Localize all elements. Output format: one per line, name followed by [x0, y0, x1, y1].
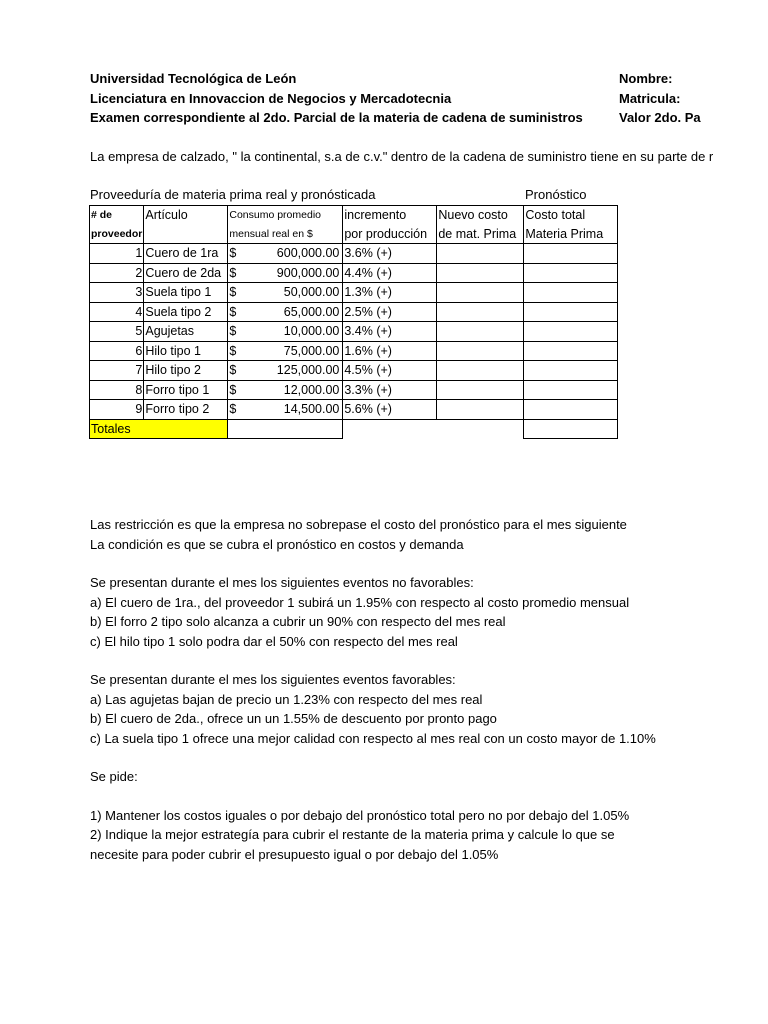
header-articulo-2 — [144, 225, 228, 244]
costo-total-cell — [524, 400, 618, 420]
consumo-cell — [228, 244, 343, 264]
table-row — [90, 400, 618, 420]
costo-total-cell — [524, 283, 618, 303]
proveedor-num: 2 — [90, 263, 144, 283]
articulo-cell: Suela tipo 1 — [144, 283, 228, 303]
intro-text: La empresa de calzado, " la continental, s.a de c.v." dentro de la cadena de suministro tiene en su parte de r — [90, 149, 714, 164]
nuevo-costo-cell — [437, 380, 524, 400]
nuevo-costo-cell — [437, 302, 524, 322]
table-header-row-1 — [90, 206, 618, 225]
nuevo-costo-cell — [437, 361, 524, 381]
proveedor-num: 8 — [90, 380, 144, 400]
table-row — [90, 361, 618, 381]
nuevo-costo-cell — [437, 283, 524, 303]
consumo-cell — [228, 400, 343, 420]
table-row — [90, 341, 618, 361]
consumo-cell — [228, 341, 343, 361]
header-costo-2: Materia Prima — [524, 225, 618, 244]
totales-blank-1 — [343, 419, 437, 439]
totales-blank-2 — [437, 419, 524, 439]
consumo-value: 12,000.00 — [283, 382, 340, 397]
consumo-value: 65,000.00 — [283, 304, 340, 319]
proveedor-num: 1 — [90, 244, 144, 264]
nuevo-costo-cell — [437, 263, 524, 283]
currency-symbol: $ — [229, 324, 237, 339]
table-row — [90, 283, 618, 303]
table-title: Proveeduría de materia prima real y pronósticada — [90, 187, 376, 202]
nuevo-costo-cell — [437, 400, 524, 420]
consumo-cell — [228, 302, 343, 322]
header-articulo: Artículo — [144, 206, 228, 225]
no-favorables-title: Se presentan durante el mes los siguientes eventos no favorables: — [90, 575, 474, 590]
totales-label: Totales — [90, 419, 228, 439]
consumo-value: 50,000.00 — [283, 285, 340, 300]
no-favorable-a: a) El cuero de 1ra., del proveedor 1 subirá un 1.95% con respecto al costo promedio mensual — [90, 595, 630, 610]
favorables-title: Se presentan durante el mes los siguientes eventos favorables: — [90, 672, 456, 687]
articulo-cell: Suela tipo 2 — [144, 302, 228, 322]
incremento-cell: 2.5% (+) — [343, 302, 437, 322]
costo-total-cell — [524, 361, 618, 381]
favorable-c: c) La suela tipo 1 ofrece una mejor calidad con respecto al mes real con un costo mayor de 1.10% — [90, 731, 656, 746]
supply-table — [89, 205, 618, 439]
nuevo-costo-cell — [437, 341, 524, 361]
articulo-cell: Agujetas — [144, 322, 228, 342]
articulo-cell: Forro tipo 1 — [144, 380, 228, 400]
totales-consumo-cell — [228, 419, 343, 439]
incremento-cell: 3.6% (+) — [343, 244, 437, 264]
currency-symbol: $ — [229, 402, 237, 417]
nuevo-costo-cell — [437, 244, 524, 264]
currency-symbol: $ — [229, 343, 237, 358]
consumo-cell — [228, 322, 343, 342]
se-pide-3: necesite para poder cubrir el presupuesto igual o por debajo del 1.05% — [90, 847, 499, 862]
proveedor-num: 5 — [90, 322, 144, 342]
incremento-cell: 5.6% (+) — [343, 400, 437, 420]
table-row — [90, 244, 618, 264]
costo-total-cell — [524, 341, 618, 361]
currency-symbol: $ — [229, 285, 237, 300]
consumo-cell — [228, 380, 343, 400]
incremento-cell: 3.4% (+) — [343, 322, 437, 342]
currency-symbol: $ — [229, 382, 237, 397]
table-row — [90, 302, 618, 322]
currency-symbol: $ — [229, 246, 237, 261]
consumo-value: 10,000.00 — [283, 324, 340, 339]
currency-symbol: $ — [229, 304, 237, 319]
header-consumo-1: Consumo promedio — [228, 206, 343, 225]
costo-total-cell — [524, 244, 618, 264]
proveedor-num: 3 — [90, 283, 144, 303]
matricula-label: Matricula: — [619, 91, 681, 106]
consumo-cell — [228, 361, 343, 381]
currency-symbol: $ — [229, 265, 237, 280]
articulo-cell: Forro tipo 2 — [144, 400, 228, 420]
no-favorable-c: c) El hilo tipo 1 solo podra dar el 50% con respecto del mes real — [90, 634, 458, 649]
header-consumo-2: mensual real en $ — [228, 225, 343, 244]
valor-label: Valor 2do. Pa — [619, 110, 701, 125]
header-incremento-2: por producción — [343, 225, 437, 244]
no-favorable-b: b) El forro 2 tipo solo alcanza a cubrir un 90% con respecto del mes real — [90, 614, 506, 629]
costo-total-cell — [524, 322, 618, 342]
table-header-row-2 — [90, 225, 618, 244]
articulo-cell: Cuero de 2da — [144, 263, 228, 283]
proveedor-num: 4 — [90, 302, 144, 322]
table-row — [90, 380, 618, 400]
header-proveedor-2: proveedor — [90, 225, 144, 244]
costo-total-cell — [524, 302, 618, 322]
incremento-cell: 1.6% (+) — [343, 341, 437, 361]
incremento-cell: 1.3% (+) — [343, 283, 437, 303]
proveedor-num: 7 — [90, 361, 144, 381]
consumo-value: 75,000.00 — [283, 343, 340, 358]
incremento-cell: 4.5% (+) — [343, 361, 437, 381]
pronostico-label: Pronóstico — [525, 187, 587, 202]
exam-title: Examen correspondiente al 2do. Parcial de la materia de cadena de suministros — [90, 110, 583, 125]
incremento-cell: 4.4% (+) — [343, 263, 437, 283]
header-incremento-1: incremento — [343, 206, 437, 225]
header-proveedor-1: # de — [90, 206, 144, 225]
consumo-value: 14,500.00 — [283, 402, 340, 417]
nombre-label: Nombre: — [619, 71, 673, 86]
totales-costo-cell — [524, 419, 618, 439]
totales-row — [90, 419, 618, 439]
proveedor-num: 6 — [90, 341, 144, 361]
proveedor-num: 9 — [90, 400, 144, 420]
articulo-cell: Cuero de 1ra — [144, 244, 228, 264]
restriccion-1: Las restricción es que la empresa no sobrepase el costo del pronóstico para el mes siguiente — [90, 517, 627, 532]
header-nuevo-2: de mat. Prima — [437, 225, 524, 244]
costo-total-cell — [524, 263, 618, 283]
university-name: Universidad Tecnológica de León — [90, 71, 297, 86]
program-name: Licenciatura en Innovaccion de Negocios y Mercadotecnia — [90, 91, 452, 106]
table-row — [90, 263, 618, 283]
incremento-cell: 3.3% (+) — [343, 380, 437, 400]
articulo-cell: Hilo tipo 1 — [144, 341, 228, 361]
currency-symbol: $ — [229, 363, 237, 378]
se-pide-title: Se pide: — [90, 769, 138, 784]
nuevo-costo-cell — [437, 322, 524, 342]
consumo-value: 900,000.00 — [276, 265, 340, 280]
header-nuevo-1: Nuevo costo — [437, 206, 524, 225]
costo-total-cell — [524, 380, 618, 400]
se-pide-1: 1) Mantener los costos iguales o por debajo del pronóstico total pero no por debajo del 1.05% — [90, 808, 630, 823]
restriccion-2: La condición es que se cubra el pronóstico en costos y demanda — [90, 537, 464, 552]
consumo-value: 600,000.00 — [276, 246, 340, 261]
favorable-b: b) El cuero de 2da., ofrece un un 1.55% de descuento por pronto pago — [90, 711, 497, 726]
se-pide-2: 2) Indique la mejor estrategía para cubrir el restante de la materia prima y calcule lo que se — [90, 827, 615, 842]
consumo-cell — [228, 263, 343, 283]
consumo-value: 125,000.00 — [276, 363, 340, 378]
favorable-a: a) Las agujetas bajan de precio un 1.23% con respecto del mes real — [90, 692, 483, 707]
header-costo-1: Costo total — [524, 206, 618, 225]
articulo-cell: Hilo tipo 2 — [144, 361, 228, 381]
table-row — [90, 322, 618, 342]
consumo-cell — [228, 283, 343, 303]
